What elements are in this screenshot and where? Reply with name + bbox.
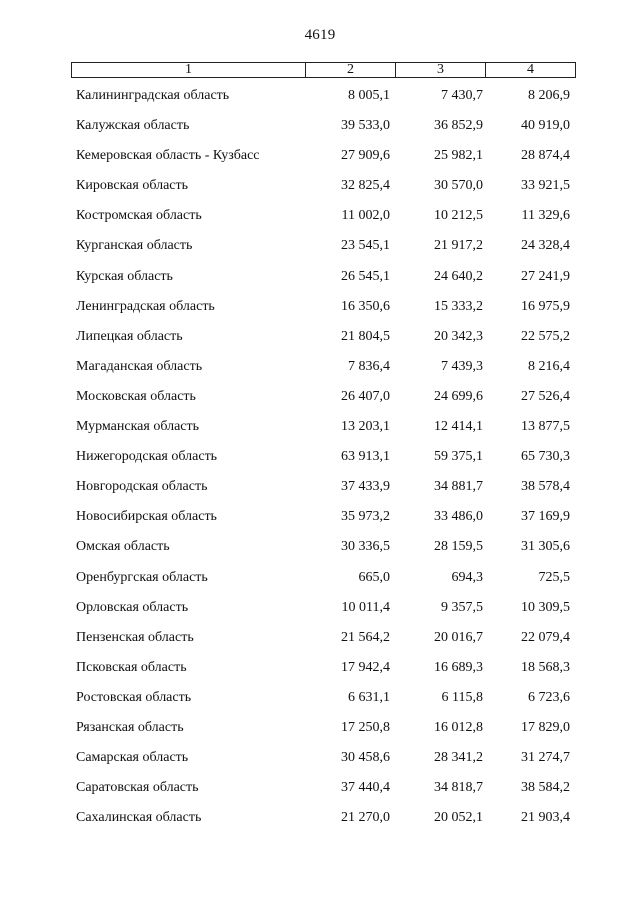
value-column-2: 17 942,4 [341, 659, 390, 675]
value-column-3: 59 375,1 [434, 449, 483, 465]
value-column-2: 37 440,4 [341, 780, 390, 796]
value-column-4: 37 169,9 [521, 509, 570, 525]
value-column-3: 25 982,1 [434, 148, 483, 164]
value-column-2: 665,0 [358, 569, 390, 585]
table-row [0, 598, 640, 628]
value-column-2: 39 533,0 [341, 118, 390, 134]
value-column-4: 38 584,2 [521, 780, 570, 796]
table-row [0, 357, 640, 387]
value-column-3: 34 881,7 [434, 479, 483, 495]
table-row [0, 327, 640, 357]
region-name: Псковская область [76, 659, 187, 675]
value-column-3: 7 430,7 [441, 88, 483, 103]
value-column-4: 31 274,7 [521, 750, 570, 766]
table-row [0, 236, 640, 266]
value-column-3: 16 689,3 [434, 659, 483, 675]
table-row [0, 507, 640, 537]
table-row [0, 688, 640, 718]
region-name: Новгородская область [76, 479, 208, 495]
table-row [0, 447, 640, 477]
value-column-2: 37 433,9 [341, 479, 390, 495]
table-body [0, 86, 640, 838]
value-column-3: 16 012,8 [434, 719, 483, 735]
value-column-2: 21 564,2 [341, 629, 390, 645]
page-number: 4619 [304, 27, 336, 43]
value-column-3: 30 570,0 [434, 178, 483, 194]
column-header-3: 3 [396, 63, 486, 77]
value-column-4: 27 526,4 [521, 388, 570, 404]
value-column-3: 33 486,0 [434, 509, 483, 525]
table-header [71, 62, 576, 78]
value-column-3: 7 439,3 [441, 358, 483, 374]
region-name: Орловская область [76, 599, 189, 615]
value-column-3: 28 341,2 [434, 750, 483, 766]
value-column-4: 725,5 [538, 569, 570, 585]
value-column-2: 8 005,1 [348, 88, 390, 103]
value-column-2: 30 336,5 [341, 539, 390, 555]
value-column-2: 17 250,8 [341, 719, 390, 735]
value-column-2: 13 203,1 [341, 419, 390, 435]
region-name: Сахалинская область [76, 810, 202, 826]
region-name: Липецкая область [76, 328, 183, 344]
table-row [0, 387, 640, 417]
value-column-2: 26 545,1 [341, 268, 390, 284]
table-row [0, 778, 640, 808]
value-column-4: 18 568,3 [521, 659, 570, 675]
value-column-2: 30 458,6 [341, 750, 390, 766]
value-column-2: 7 836,4 [348, 358, 390, 374]
value-column-3: 24 640,2 [434, 268, 483, 284]
table-row [0, 146, 640, 176]
value-column-3: 10 212,5 [434, 208, 483, 224]
value-column-3: 21 917,2 [434, 238, 483, 254]
table-row [0, 748, 640, 778]
region-name: Калужская область [76, 118, 190, 134]
value-column-4: 10 309,5 [521, 599, 570, 615]
value-column-2: 26 407,0 [341, 388, 390, 404]
value-column-4: 22 079,4 [521, 629, 570, 645]
value-column-4: 16 975,9 [521, 298, 570, 314]
region-name: Пензенская область [76, 629, 194, 645]
region-name: Самарская область [76, 750, 189, 766]
value-column-3: 20 016,7 [434, 629, 483, 645]
value-column-2: 21 804,5 [341, 328, 390, 344]
value-column-4: 13 877,5 [521, 419, 570, 435]
value-column-2: 11 002,0 [341, 208, 390, 224]
region-name: Калининградская область [76, 88, 230, 103]
value-column-2: 21 270,0 [341, 810, 390, 826]
value-column-3: 28 159,5 [434, 539, 483, 555]
value-column-2: 23 545,1 [341, 238, 390, 254]
value-column-2: 35 973,2 [341, 509, 390, 525]
value-column-3: 15 333,2 [434, 298, 483, 314]
table-row [0, 568, 640, 598]
value-column-4: 40 919,0 [521, 118, 570, 134]
value-column-4: 17 829,0 [521, 719, 570, 735]
region-name: Омская область [76, 539, 170, 555]
value-column-4: 33 921,5 [521, 178, 570, 194]
value-column-4: 22 575,2 [521, 328, 570, 344]
table-row [0, 658, 640, 688]
table-row [0, 417, 640, 447]
region-name: Оренбургская область [76, 569, 208, 585]
region-name: Ленинградская область [76, 298, 215, 314]
table-row [0, 537, 640, 567]
value-column-2: 6 631,1 [348, 689, 390, 705]
region-name: Кемеровская область - Кузбасс [76, 148, 260, 164]
value-column-2: 32 825,4 [341, 178, 390, 194]
value-column-4: 65 730,3 [521, 449, 570, 465]
region-name: Костромская область [76, 208, 202, 224]
table-row [0, 86, 640, 116]
value-column-3: 24 699,6 [434, 388, 483, 404]
value-column-3: 34 818,7 [434, 780, 483, 796]
region-name: Рязанская область [76, 719, 184, 735]
region-name: Нижегородская область [76, 449, 218, 465]
value-column-4: 21 903,4 [521, 810, 570, 826]
table-row [0, 628, 640, 658]
value-column-4: 6 723,6 [528, 689, 570, 705]
region-name: Курганская область [76, 238, 193, 254]
value-column-2: 10 011,4 [341, 599, 390, 615]
value-column-4: 11 329,6 [521, 208, 570, 224]
value-column-3: 12 414,1 [434, 419, 483, 435]
value-column-2: 27 909,6 [341, 148, 390, 164]
value-column-4: 24 328,4 [521, 238, 570, 254]
table-row [0, 176, 640, 206]
value-column-4: 8 216,4 [528, 358, 570, 374]
table-row [0, 206, 640, 236]
region-name: Новосибирская область [76, 509, 217, 525]
value-column-2: 63 913,1 [341, 449, 390, 465]
value-column-4: 31 305,6 [521, 539, 570, 555]
table-row [0, 267, 640, 297]
table-row [0, 477, 640, 507]
column-header-1: 1 [72, 63, 306, 77]
value-column-3: 20 052,1 [434, 810, 483, 826]
region-name: Саратовская область [76, 780, 199, 796]
value-column-3: 9 357,5 [441, 599, 483, 615]
region-name: Магаданская область [76, 358, 203, 374]
value-column-4: 8 206,9 [528, 88, 570, 103]
value-column-4: 28 874,4 [521, 148, 570, 164]
column-header-4: 4 [527, 62, 534, 77]
table-row [0, 297, 640, 327]
value-column-3: 6 115,8 [441, 689, 483, 705]
region-name: Кировская область [76, 178, 189, 194]
value-column-2: 16 350,6 [341, 298, 390, 314]
region-name: Ростовская область [76, 689, 192, 705]
value-column-3: 20 342,3 [434, 328, 483, 344]
table-row [0, 718, 640, 748]
value-column-4: 38 578,4 [521, 479, 570, 495]
column-header-2: 2 [306, 63, 396, 77]
table-row [0, 808, 640, 838]
value-column-3: 36 852,9 [434, 118, 483, 134]
region-name: Московская область [76, 388, 196, 404]
region-name: Курская область [76, 268, 173, 284]
region-name: Мурманская область [76, 419, 200, 435]
table-row [0, 116, 640, 146]
value-column-3: 694,3 [451, 569, 483, 585]
value-column-4: 27 241,9 [521, 268, 570, 284]
